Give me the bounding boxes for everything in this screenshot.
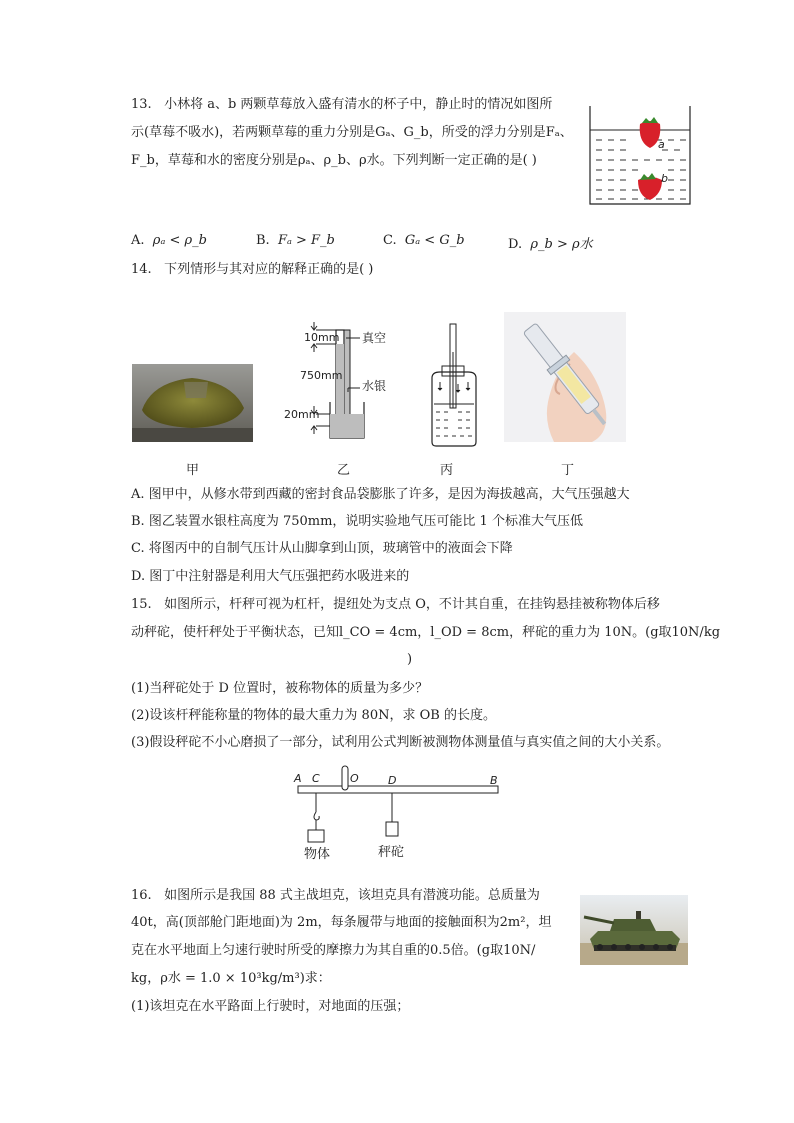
q16-line-4: kg，ρ水 = 1.0 × 10³kg/m³)求： <box>131 971 331 986</box>
q15-line-2: 动秤砣，使杆秤处于平衡状态，已知l_CO = 4cm，l_OD = 8cm，秤砣的重力为 10N。(g取10N/kg <box>131 625 721 640</box>
q14-number: 14. <box>131 262 152 277</box>
q13-option-a[interactable]: A. ρₐ < ρ_b <box>131 233 207 248</box>
svg-text:750mm: 750mm <box>300 369 343 382</box>
caption-jia: 甲 <box>186 463 200 478</box>
q16-line-2: 40t，高(顶部舱门距地面)为 2m，每条履带与地面的接触面积为2m²，坦 <box>131 915 552 930</box>
caption-ding: 丁 <box>561 463 575 478</box>
q15-part-1: (1)当秤砣处于 D 位置时，被称物体的质量为多少？ <box>131 681 429 696</box>
svg-text:秤砣: 秤砣 <box>378 845 405 860</box>
q14-option-b[interactable]: B. 图乙装置水银柱高度为 750mm，说明实验地气压可能比 1 个标准大气压低 <box>131 514 583 529</box>
q13-option-d[interactable]: D. ρ_b > ρ水 <box>508 237 593 252</box>
svg-text:a: a <box>658 138 665 151</box>
q15-line-1: 15. 如图所示，杆秤可视为杠杆，提纽处为支点 O，不计其自重，在挂钩悬挂被称物体后移 <box>131 597 660 612</box>
svg-text:D: D <box>388 774 397 787</box>
q13-beaker-figure <box>588 104 692 208</box>
figure-yi-torricelli <box>284 322 406 450</box>
q16-line-1: 16. 如图所示是我国 88 式主战坦克，该坦克具有潜渡功能。总质量为 <box>131 888 540 903</box>
figure-ding-syringe-photo <box>504 312 626 442</box>
svg-text:B: B <box>490 774 498 787</box>
q16-line-3: 克在水平地面上匀速行驶时所受的摩擦力为其自重的0.5倍。(g取10N/ <box>131 943 536 958</box>
figure-bing-barometer <box>428 322 480 448</box>
svg-text:O: O <box>350 772 359 785</box>
q14-option-c[interactable]: C. 将图丙中的自制气压计从山脚拿到山顶，玻璃管中的液面会下降 <box>131 541 513 556</box>
q13-option-c[interactable]: C. Gₐ < G_b <box>383 233 465 248</box>
svg-text:C: C <box>312 772 320 785</box>
q16-part-1: (1)该坦克在水平路面上行驶时，对地面的压强； <box>131 999 410 1014</box>
q13-line-1: 13. 小林将 a、b 两颗草莓放入盛有清水的杯子中，静止时的情况如图所 <box>131 97 553 112</box>
svg-text:物体: 物体 <box>304 847 331 862</box>
q13-line-2: 示(草莓不吸水)，若两颗草莓的重力分别是Gₐ、G_b，所受的浮力分别是Fₐ、 <box>131 125 573 140</box>
q13-number: 13. <box>131 97 152 112</box>
q15-steelyard-figure <box>290 762 504 862</box>
q14-option-a[interactable]: A. 图甲中，从修水带到西藏的密封食品袋膨胀了许多，是因为海拔越高，大气压强越大 <box>131 487 630 502</box>
svg-text:水银: 水银 <box>362 379 387 393</box>
q14-option-d[interactable]: D. 图丁中注射器是利用大气压强把药水吸进来的 <box>131 569 410 584</box>
q15-part-2: (2)设该杆秤能称量的物体的最大重力为 80N，求 OB 的长度。 <box>131 708 496 723</box>
svg-text:A: A <box>294 772 302 785</box>
q15-line-3: ) <box>407 652 413 667</box>
svg-text:b: b <box>661 172 668 185</box>
svg-text:20mm: 20mm <box>284 408 320 421</box>
q16-tank-photo <box>580 895 688 965</box>
figure-jia-bag-photo <box>132 364 253 442</box>
svg-text:10mm: 10mm <box>304 331 340 344</box>
q16-number: 16. <box>131 888 152 903</box>
q15-number: 15. <box>131 597 152 612</box>
q14-stem: 14. 下列情形与其对应的解释正确的是( ) <box>131 262 374 277</box>
q13-line-3: F_b，草莓和水的密度分别是ρₐ、ρ_b、ρ水。下列判断一定正确的是( ) <box>131 153 537 168</box>
q13-option-b[interactable]: B. Fₐ > F_b <box>256 233 335 248</box>
caption-bing: 丙 <box>440 463 454 478</box>
strawberry-b-icon <box>638 173 662 200</box>
caption-yi: 乙 <box>337 463 351 478</box>
svg-text:真空: 真空 <box>362 331 387 345</box>
q15-part-3: (3)假设秤砣不小心磨损了一部分，试利用公式判断被测物体测量值与真实值之间的大小关系。 <box>131 735 670 750</box>
